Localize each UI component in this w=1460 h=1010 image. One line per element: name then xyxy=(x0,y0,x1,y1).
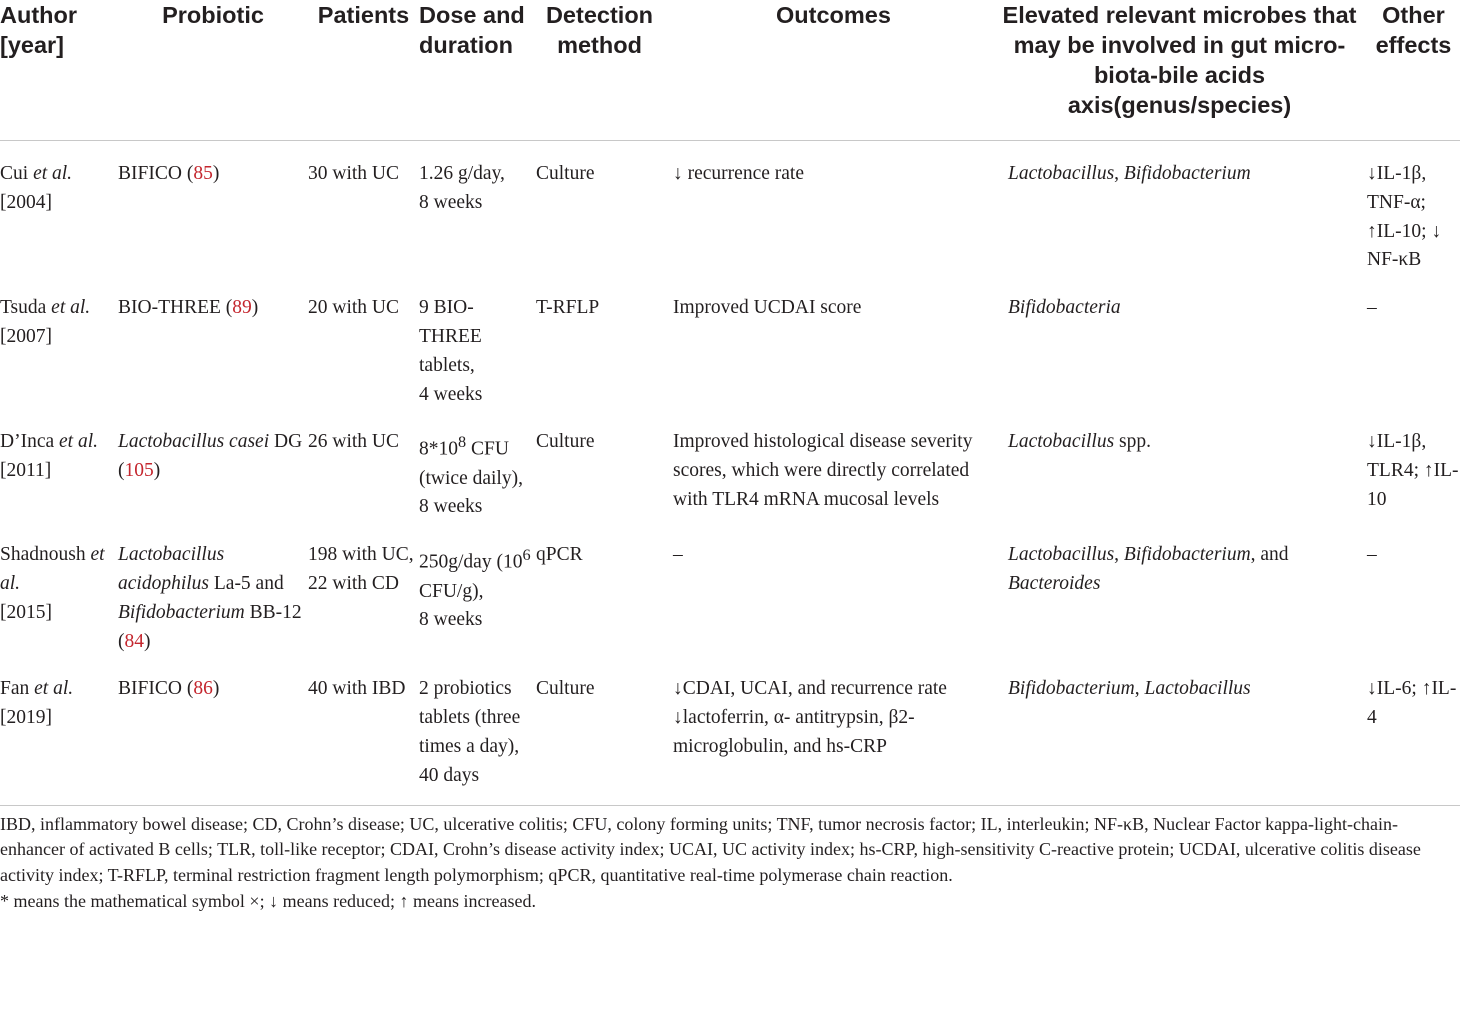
cell-outcomes: – xyxy=(673,544,683,566)
cell-detection: qPCR xyxy=(536,544,583,566)
cell-outcomes: ↓CDAI, UCAI, and recurrence rate ↓lactoferrin, α- antitrypsin, β2-microglobulin, and hs-CRP xyxy=(673,678,947,758)
cell-author: Fan et al. [2019] xyxy=(0,678,74,729)
cell-other-effects: ↓IL-6; ↑IL-4 xyxy=(1367,678,1457,729)
cell-probiotic: Lactobacillus casei DG (105) xyxy=(118,431,303,482)
cell-detection: T-RFLP xyxy=(536,297,600,319)
cell-detection: Culture xyxy=(536,678,595,700)
table-row xyxy=(0,409,1460,522)
cell-dose: 1.26 g/day, 8 weeks xyxy=(419,163,505,213)
header-probiotic: Probiotic xyxy=(162,2,264,28)
header-other-effects: Other effects xyxy=(1375,2,1452,58)
table-row xyxy=(0,656,1460,805)
header-detection: Detection method xyxy=(545,2,654,58)
cell-dose: 2 probiotics tablets (three times a day), 40 days xyxy=(419,678,521,786)
cell-patients: 30 with UC xyxy=(308,163,400,184)
cell-outcomes: Improved UCDAI score xyxy=(673,297,862,319)
cell-other-effects: ↓IL-1β, TLR4; ↑IL-10 xyxy=(1367,431,1459,510)
cell-dose: 250g/day ($10^6$ CFU/g), 8 weeks xyxy=(419,546,531,631)
footnote-symbols: * means the mathematical symbol ×; ↓ means reduced; ↑ means increased. xyxy=(0,891,536,912)
cell-microbes: Bifidobacterium, Lactobacillus xyxy=(1008,678,1251,700)
cell-detection: Culture xyxy=(536,431,595,453)
header-dose: Dose and duration xyxy=(419,2,525,58)
header-row xyxy=(0,0,1460,141)
cell-dose: $8*10^8$ CFU (twice daily), 8 weeks xyxy=(419,433,523,518)
header-patients: Patients xyxy=(317,2,410,28)
footnote-abbreviations: IBD, inflammatory bowel disease; CD, Crohn’s disease; UC, ulcerative colitis; CFU, colony forming units; TNF, tumor necrosis factor; IL, interleukin; NF-κB, Nuclear Factor kappa-light-chain-enhancer of activated B cells; TLR, toll-like receptor; CDAI, Crohn’s disease activity index; UCAI, UC activity index; hs-CRP, high-sensitivity C-reactive protein; UCDAI, ulcerative colitis disease activity index; T-RFLP, terminal restriction fragment length polymorphism; qPCR, quantitative real-time polymerase chain reaction. xyxy=(0,813,1421,886)
cell-dose: 9 BIO-THREE tablets, 4 weeks xyxy=(419,297,483,405)
cell-outcomes: Improved histological disease severity scores, which were directly correlated with TLR4 mRNA mucosal levels xyxy=(673,431,973,510)
cell-patients: 20 with UC xyxy=(308,297,400,319)
header-microbes: Elevated relevant microbes that may be involved in gut micro-biota-bile acids axis(genus/species) xyxy=(1002,2,1357,118)
reference-link[interactable]: 85 xyxy=(193,163,213,184)
cell-patients: 198 with UC, 22 with CD xyxy=(308,544,414,595)
cell-microbes: Lactobacillus spp. xyxy=(1008,431,1152,453)
header-outcomes: Outcomes xyxy=(776,2,891,28)
cell-patients: 40 with IBD xyxy=(308,678,406,700)
header-author: Author [year] xyxy=(0,2,78,58)
cell-other-effects: – xyxy=(1367,297,1377,319)
cell-other-effects: ↓IL-1β, TNF-α; ↑IL-10; ↓ NF-κB xyxy=(1367,163,1442,271)
table-row xyxy=(0,522,1460,656)
cell-author: Cui et al. [2004] xyxy=(0,163,73,213)
cell-microbes: Lactobacillus, Bifidobacterium, and Bacteroides xyxy=(1008,544,1289,595)
cell-detection: Culture xyxy=(536,163,595,184)
cell-probiotic: Lactobacillus acidophilus La-5 and Bifidobacterium BB-12 (84) xyxy=(118,544,302,652)
cell-microbes: Bifidobacteria xyxy=(1008,297,1121,319)
reference-link[interactable]: 86 xyxy=(193,678,213,700)
reference-link[interactable]: 105 xyxy=(124,460,154,482)
reference-link[interactable]: 84 xyxy=(124,630,144,652)
cell-author: Tsuda et al. [2007] xyxy=(0,297,91,347)
cell-probiotic: BIFICO (85) xyxy=(118,163,220,184)
cell-author: Shadnoush et al. [2015] xyxy=(0,544,105,623)
table-row xyxy=(0,275,1460,409)
table-row xyxy=(0,141,1460,276)
cell-probiotic: BIFICO (86) xyxy=(118,678,220,700)
cell-patients: 26 with UC xyxy=(308,431,400,453)
cell-author: D’Inca et al. [2011] xyxy=(0,431,99,482)
reference-link[interactable]: 89 xyxy=(232,297,252,319)
cell-outcomes: ↓ recurrence rate xyxy=(673,163,804,184)
cell-probiotic: BIO-THREE (89) xyxy=(118,297,259,319)
cell-other-effects: – xyxy=(1367,544,1377,566)
table-footnotes xyxy=(0,806,1460,915)
cell-microbes: Lactobacillus, Bifidobacterium xyxy=(1008,163,1251,184)
